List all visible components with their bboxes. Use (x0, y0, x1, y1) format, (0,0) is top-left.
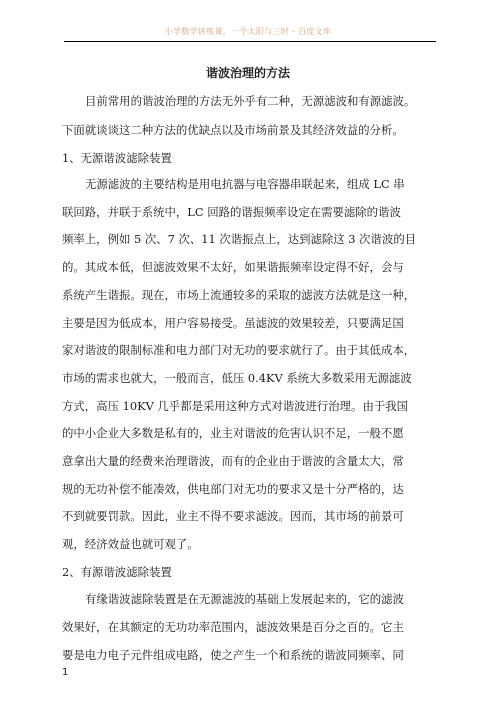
paragraph-line: 规的无功补偿不能凑效，供电部门对无功的要求又是十分严格的，达 (62, 482, 404, 496)
paragraph-line: 家对谐波的限制标准和电力部门对无功的要求就行了。由于其低成本， (62, 343, 416, 357)
paragraph-line: 要是电力电子元件组成电路，使之产生一个和系统的谐波同频率、同 (62, 648, 404, 662)
paragraph-line: 方式，高压 10KV 几乎都是采用这种方式对谐波进行治理。由于我国 (62, 399, 409, 413)
paragraph-line: 市场的需求也就大，一般而言，低压 0.4KV 系统大多数采用无源滤波 (62, 371, 412, 385)
paragraph-line: 系统产生谐振。现在，市场上流通较多的采取的滤波方法就是这一种， (62, 288, 416, 302)
page-number: 1 (62, 667, 69, 678)
paragraph-line: 的。其成本低，但滤波效果不太好，如果谐振频率设定得不好，会与 (62, 260, 404, 274)
paragraph-line: 不到就要罚款。因此，业主不得不要求滤波。因而，其市场的前景可 (62, 509, 404, 523)
paragraph-line: 意拿出大量的经费来治理谐波，而有的企业由于谐波的含量太大，常 (62, 454, 404, 468)
paragraph-line: 的中小企业大多数是私有的，业主对谐波的危害认识不足，一般不愿 (62, 426, 404, 440)
document-title: 谐波治理的方法 (205, 66, 290, 80)
paragraph-line: 主要是因为低成本，用户容易接受。虽滤波的效果较差，只要满足国 (62, 316, 404, 330)
paragraph-line: 无源滤波的主要结构是用电抗器与电容器串联起来，组成 LC 串 (85, 177, 405, 191)
page-header-text: 小学数学讲练课，一个太阳与三时 - 百度文库 (164, 27, 332, 36)
paragraph-line: 联回路，并联于系统中，LC 回路的谐振频率设定在需要滤除的谐波 (62, 205, 401, 219)
paragraph-line: 观，经济效益也就可观了。 (62, 537, 199, 551)
section-heading: 2、有源谐波滤除装置 (62, 565, 172, 579)
paragraph-line: 有缘谐波滤除装置是在无源滤波的基础上发展起来的，它的滤波 (85, 592, 404, 606)
paragraph-line: 目前常用的谐波治理的方法无外乎有二种，无源滤波和有源滤波。 (85, 94, 416, 108)
paragraph-line: 效果好，在其额定的无功功率范围内，滤波效果是百分之百的。它主 (62, 620, 404, 634)
header-divider (64, 41, 436, 42)
section-heading: 1、无源谐波滤除装置 (62, 151, 172, 165)
paragraph-line: 下面就谈谈这二种方法的优缺点以及市场前景及其经济效益的分析。 (62, 123, 404, 137)
paragraph-line: 频率上，例如 5 次、7 次、11 次谐振点上，达到滤除这 3 次谐波的目 (62, 232, 417, 246)
